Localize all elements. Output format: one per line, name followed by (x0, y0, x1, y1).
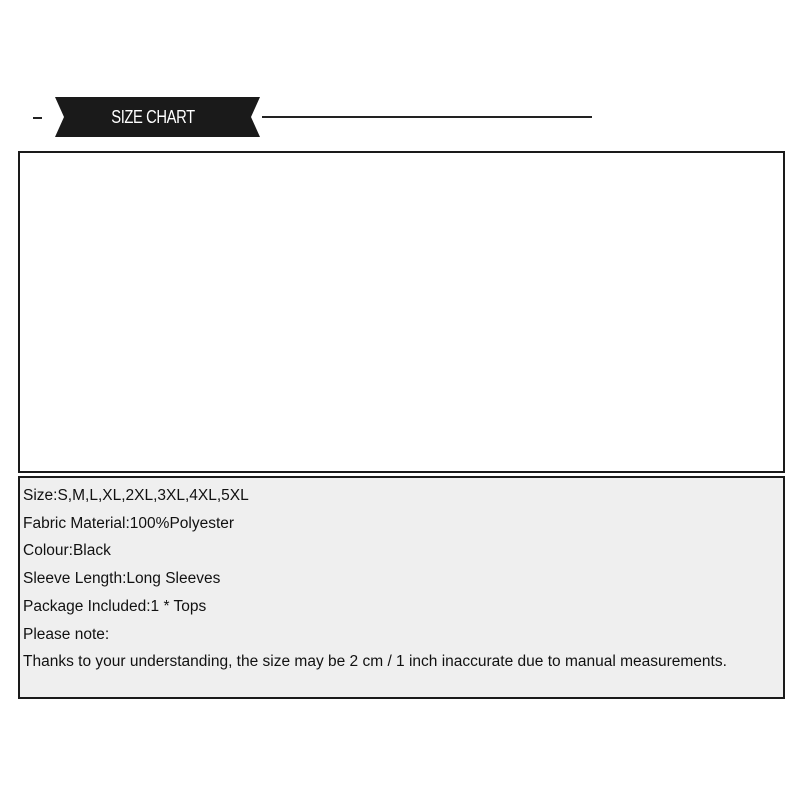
note-line: Sleeve Length:Long Sleeves (23, 570, 221, 588)
note-line: Fabric Material:100%Polyester (23, 514, 235, 532)
note-line: Size:S,M,L,XL,2XL,3XL,4XL,5XL (23, 487, 249, 504)
note-line: Thanks to your understanding, the size may be 2 cm / 1 inch inaccurate due to manual measurements. (23, 653, 727, 671)
product-notes (18, 476, 785, 699)
size-chart-banner (55, 97, 260, 137)
size-chart-title: SIZE CHART (111, 106, 195, 127)
header-rule (262, 116, 592, 118)
note-line: Please note: (23, 625, 110, 643)
note-line: Colour:Black (23, 542, 111, 560)
table-border (18, 151, 785, 473)
header-dash (33, 117, 42, 119)
note-line: Package Included:1 * Tops (23, 597, 207, 615)
